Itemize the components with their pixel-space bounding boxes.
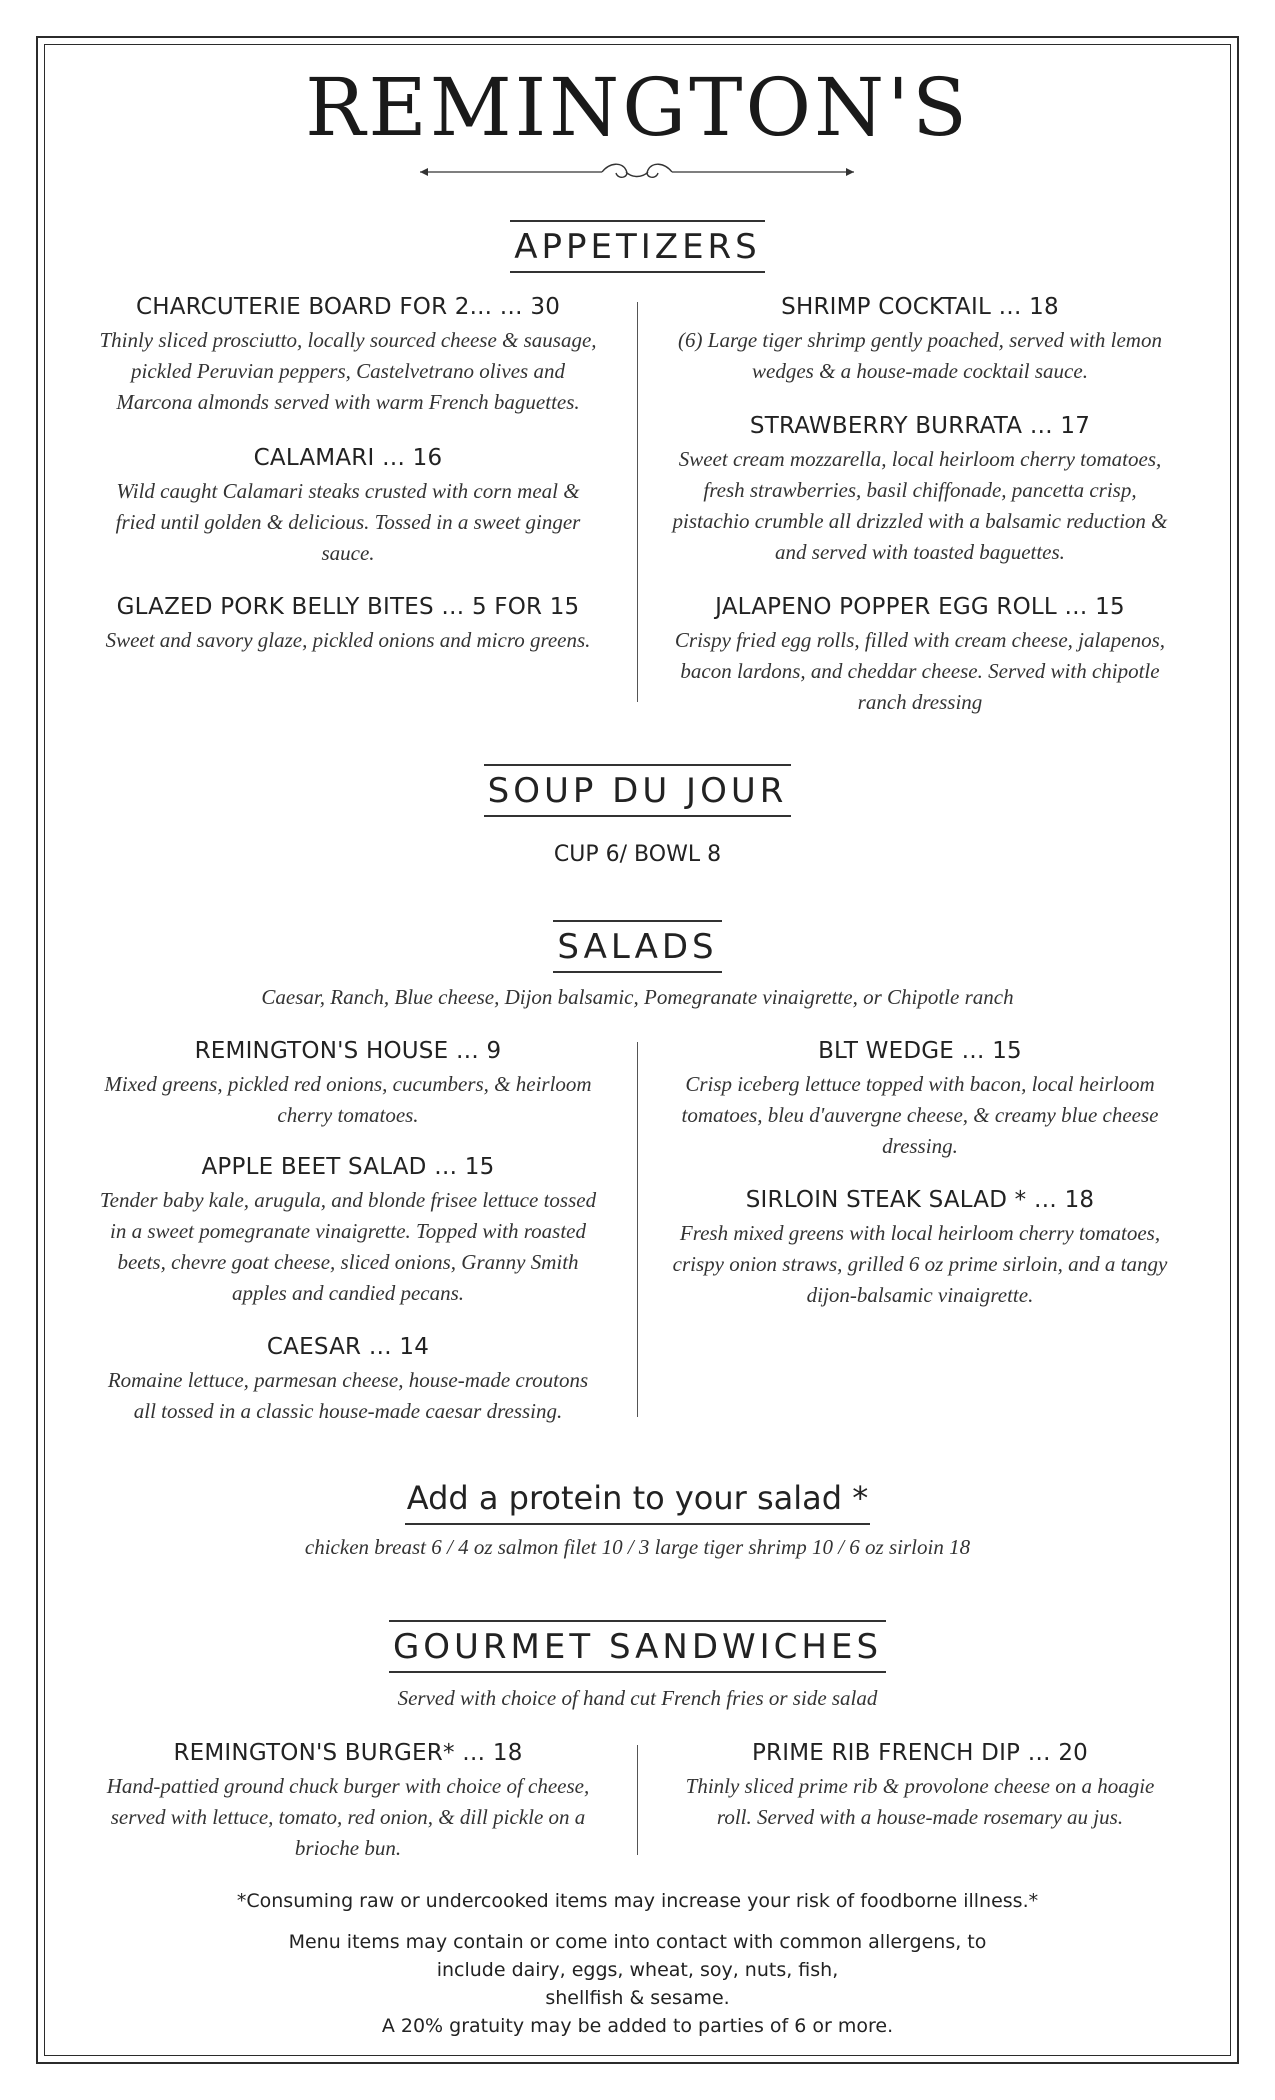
column-divider	[637, 1745, 638, 1855]
menu-item	[98, 594, 598, 656]
item-description: Thinly sliced prime rib & provolone cheese on a hoagie roll. Served with a house-made rosemary au jus.	[685, 1773, 1155, 1829]
item-title: SHRIMP COCKTAIL … 18	[781, 294, 1059, 320]
item-description: Sweet and savory glaze, pickled onions and micro greens.	[105, 627, 591, 652]
item-title: BLT WEDGE … 15	[818, 1038, 1022, 1064]
salads-heading: SALADS	[0, 920, 1275, 973]
protein-heading: Add a protein to your salad *	[0, 1476, 1275, 1525]
menu-item	[98, 1038, 598, 1131]
column-divider	[637, 1042, 638, 1417]
menu-item	[98, 1154, 598, 1309]
protein-options: chicken breast 6 / 4 oz salmon filet 10 / 3 large tiger shrimp 10 / 6 oz sirloin 18	[304, 1535, 971, 1559]
item-description: (6) Large tiger shrimp gently poached, served with lemon wedges & a house-made cocktail sauce.	[678, 327, 1162, 383]
appetizers-heading: APPETIZERS	[0, 220, 1275, 273]
allergen-line: Menu items may contain or come into contact with common allergens, to	[288, 1931, 987, 1953]
menu-item	[670, 294, 1170, 387]
allergen-line: include dairy, eggs, wheat, soy, nuts, fish,	[436, 1959, 839, 1981]
item-title: APPLE BEET SALAD … 15	[201, 1154, 495, 1180]
menu-item	[670, 594, 1170, 718]
restaurant-logo-title: REMINGTON'S	[305, 61, 970, 154]
item-description: Wild caught Calamari steaks crusted with corn meal & fried until golden & delicious. Tossed in a sweet ginger sauce.	[115, 478, 581, 565]
soup-heading: SOUP DU JOUR	[0, 764, 1275, 817]
item-description: Sweet cream mozzarella, local heirloom cherry tomatoes, fresh strawberries, basil chiffonade, pancetta crisp, pistachio crumble all drizzled with a balsamic reduction & and served with toasted baguettes.	[672, 446, 1168, 564]
menu-item	[670, 1038, 1170, 1162]
allergen-notice	[0, 1928, 1275, 2040]
ornament-divider-icon	[412, 160, 862, 184]
item-description: Mixed greens, pickled red onions, cucumbers, & heirloom cherry tomatoes.	[104, 1071, 592, 1127]
item-description: Tender baby kale, arugula, and blonde frisee lettuce tossed in a sweet pomegranate vinaigrette. Topped with roasted beets, chevre goat cheese, sliced onions, Granny Smith apples and candied pecans.	[99, 1187, 597, 1305]
item-description: Romaine lettuce, parmesan cheese, house-made croutons all tossed in a classic house-made caesar dressing.	[107, 1367, 589, 1423]
footer-notes	[0, 1888, 1275, 2040]
item-title: CHARCUTERIE BOARD FOR 2... … 30	[135, 294, 561, 320]
item-description: Crisp iceberg lettuce topped with bacon, local heirloom tomatoes, bleu d'auvergne cheese, & creamy blue cheese dressing.	[681, 1071, 1159, 1158]
item-title: CALAMARI … 16	[253, 445, 443, 471]
sandwiches-heading: GOURMET SANDWICHES	[0, 1620, 1275, 1673]
gratuity-notice: A 20% gratuity may be added to parties of 6 or more.	[381, 2015, 894, 2037]
dressing-options: Caesar, Ranch, Blue cheese, Dijon balsamic, Pomegranate vinaigrette, or Chipotle ranch	[261, 985, 1014, 1009]
item-title: JALAPENO POPPER EGG ROLL … 15	[715, 594, 1125, 620]
item-title: GLAZED PORK BELLY BITES … 5 FOR 15	[116, 594, 580, 620]
menu-item	[98, 445, 598, 569]
item-title: SIRLOIN STEAK SALAD * … 18	[745, 1187, 1095, 1213]
item-description: Thinly sliced prosciutto, locally sourced cheese & sausage, pickled Peruvian peppers, Castelvetrano olives and Marcona almonds served with warm French baguettes.	[99, 327, 597, 414]
item-description: Crispy fried egg rolls, filled with cream cheese, jalapenos, bacon lardons, and cheddar cheese. Served with chipotle ranch dressing	[674, 627, 1166, 714]
item-description: Fresh mixed greens with local heirloom cherry tomatoes, crispy onion straws, grilled 6 oz prime sirloin, and a tangy dijon-balsamic vinaigrette.	[672, 1220, 1168, 1307]
column-divider	[637, 302, 638, 702]
item-title: PRIME RIB FRENCH DIP … 20	[751, 1740, 1089, 1766]
menu-item	[98, 1740, 598, 1864]
menu-item	[670, 1740, 1170, 1833]
item-description: Hand-pattied ground chuck burger with choice of cheese, served with lettuce, tomato, red onion, & dill pickle on a brioche bun.	[106, 1773, 590, 1860]
item-title: CAESAR … 14	[266, 1334, 430, 1360]
item-title: REMINGTON'S BURGER* … 18	[173, 1740, 523, 1766]
item-title: STRAWBERRY BURRATA … 17	[749, 413, 1091, 439]
allergen-line: shellfish & sesame.	[545, 1987, 730, 2009]
menu-item	[670, 1187, 1170, 1311]
sandwich-side-note: Served with choice of hand cut French fries or side salad	[397, 1686, 878, 1710]
menu-item	[98, 294, 598, 418]
item-title: REMINGTON'S HOUSE … 9	[194, 1038, 502, 1064]
food-safety-warning: *Consuming raw or undercooked items may increase your risk of foodborne illness.*	[236, 1890, 1039, 1912]
soup-price: CUP 6/ BOWL 8	[553, 842, 722, 867]
menu-item	[670, 413, 1170, 568]
menu-item	[98, 1334, 598, 1427]
